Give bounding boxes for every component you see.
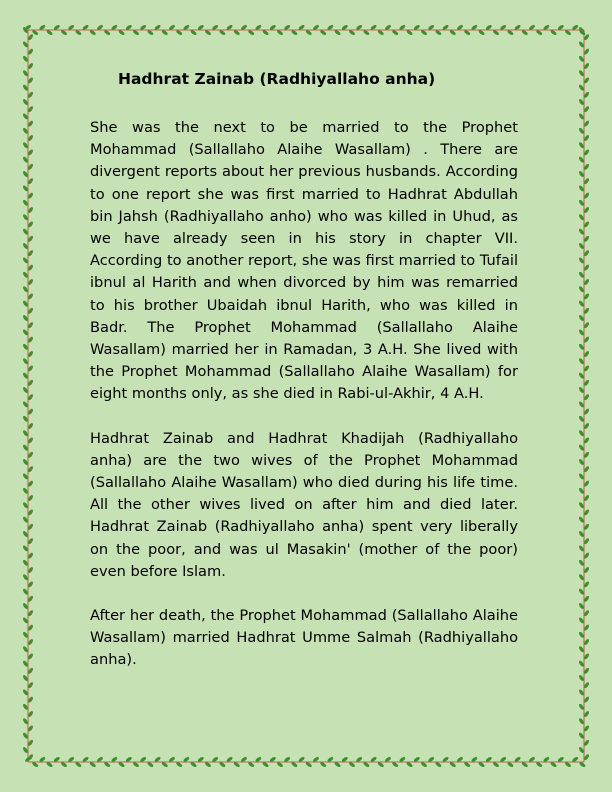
paragraph-2: Hadhrat Zainab and Hadhrat Khadijah (Radhiyallaho anha) are the two wives of the Prophet Mohammad (Sallallaho Alaihe Wasallam) who died during his life time. All the other wives lived on after him and died later. Hadhrat Zainab (Radhiyallaho anha) spent very liberally on the poor, and was ul Masakin' (mother of the poor) even before Islam. [90, 429, 518, 580]
page-title: Hadhrat Zainab (Radhiyallaho anha) [118, 70, 436, 88]
paragraph-3: After her death, the Prophet Mohammad (Sallallaho Alaihe Wasallam) married Hadhrat Umme Salmah (Radhiyallaho anha). [90, 607, 518, 669]
paragraph-1: She was the next to be married to the Prophet Mohammad (Sallallaho Alaihe Wasallam) . There are divergent reports about her previous husbands. According to one report she was first married to Hadhrat Abdullah bin Jahsh (Radhiyallaho anho) who was killed in Uhud, as we have already seen in his story in chapter VII. According to another report, she was first married to Tufail ibnul al Harith and when divorced by him was remarried to his brother Ubaidah ibnul Harith, who was killed in Badr. The Prophet Mohammad (Sallallaho Alaihe Wasallam) married her in Ramadan, 3 A.H. She lived with the Prophet Mohammad (Sallallaho Alaihe Wasallam) for eight months only, as she died in Rabi-ul-Akhir, 4 A.H. [90, 119, 518, 403]
body-text [90, 117, 518, 694]
